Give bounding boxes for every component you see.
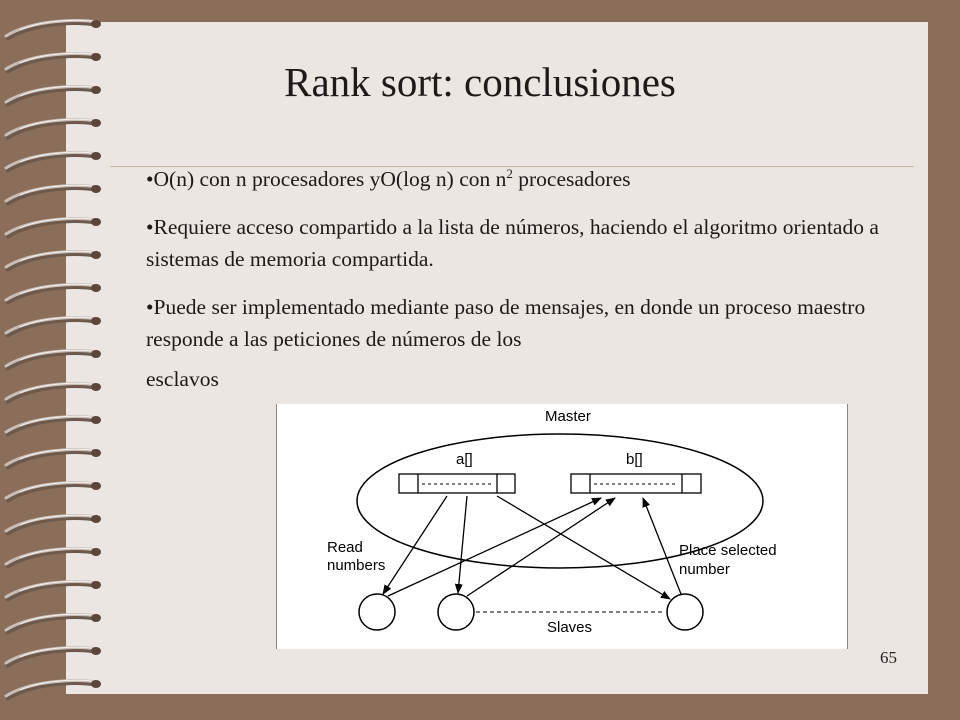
bullet-text-last: esclavos (146, 367, 219, 391)
spiral-ring (6, 416, 101, 434)
slaves-label: Slaves (547, 619, 593, 636)
spiral-ring (6, 350, 101, 368)
bullet-text: Requiere acceso compartido a la lista de números, haciendo el algoritmo orientado a sistemas de memoria compartida. (146, 215, 879, 271)
page-number: 65 (880, 648, 897, 667)
spiral-ring (6, 317, 101, 335)
spiral-binding (0, 0, 130, 720)
spiral-ring (6, 218, 101, 236)
spiral-ring (6, 548, 101, 566)
bullet-text: Puede ser implementado mediante paso de mensajes, en donde un proceso maestro responde a las peticiones de números de los (146, 295, 866, 351)
array-a-box (399, 474, 515, 493)
read-numbers-label-line1: Read (327, 539, 363, 556)
spiral-ring (6, 680, 101, 698)
array-b-box (571, 474, 701, 493)
slave-node-1 (359, 594, 395, 630)
bullet-message-passing (146, 291, 916, 395)
spiral-ring (6, 251, 101, 269)
spiral-ring (6, 383, 101, 401)
spiral-ring (6, 515, 101, 533)
bullet-marker: • (146, 167, 154, 191)
spiral-ring (6, 119, 101, 137)
bullet-marker: • (146, 215, 154, 239)
spiral-ring (6, 581, 101, 599)
place-selected-label-line1: Place selected (679, 542, 777, 559)
array-b-label: b[] (626, 451, 643, 468)
read-numbers-label-line2: numbers (327, 557, 386, 574)
superscript: 2 (506, 165, 513, 181)
slave-node-2 (438, 594, 474, 630)
spiral-ring (6, 284, 101, 302)
master-label: Master (545, 408, 591, 425)
bullet-text: O(n) con n procesadores yO(log n) con n (153, 167, 507, 191)
spiral-ring (6, 647, 101, 665)
bullet-text: procesadores (512, 167, 631, 191)
bullet-marker: • (146, 295, 154, 319)
spiral-ring (6, 152, 101, 170)
spiral-ring (6, 449, 101, 467)
bullet-complexity (146, 163, 916, 195)
slave-node-3 (667, 594, 703, 630)
spiral-ring (6, 614, 101, 632)
master-slaves-diagram (276, 404, 848, 649)
array-a-label: a[] (456, 451, 473, 468)
message-arrows (383, 496, 681, 599)
place-selected-label-line2: number (679, 561, 730, 578)
spiral-ring (6, 482, 101, 500)
spiral-ring (6, 20, 101, 38)
slide-title: Rank sort: conclusiones (284, 59, 676, 105)
spiral-ring (6, 185, 101, 203)
bullet-shared-access (146, 211, 916, 275)
